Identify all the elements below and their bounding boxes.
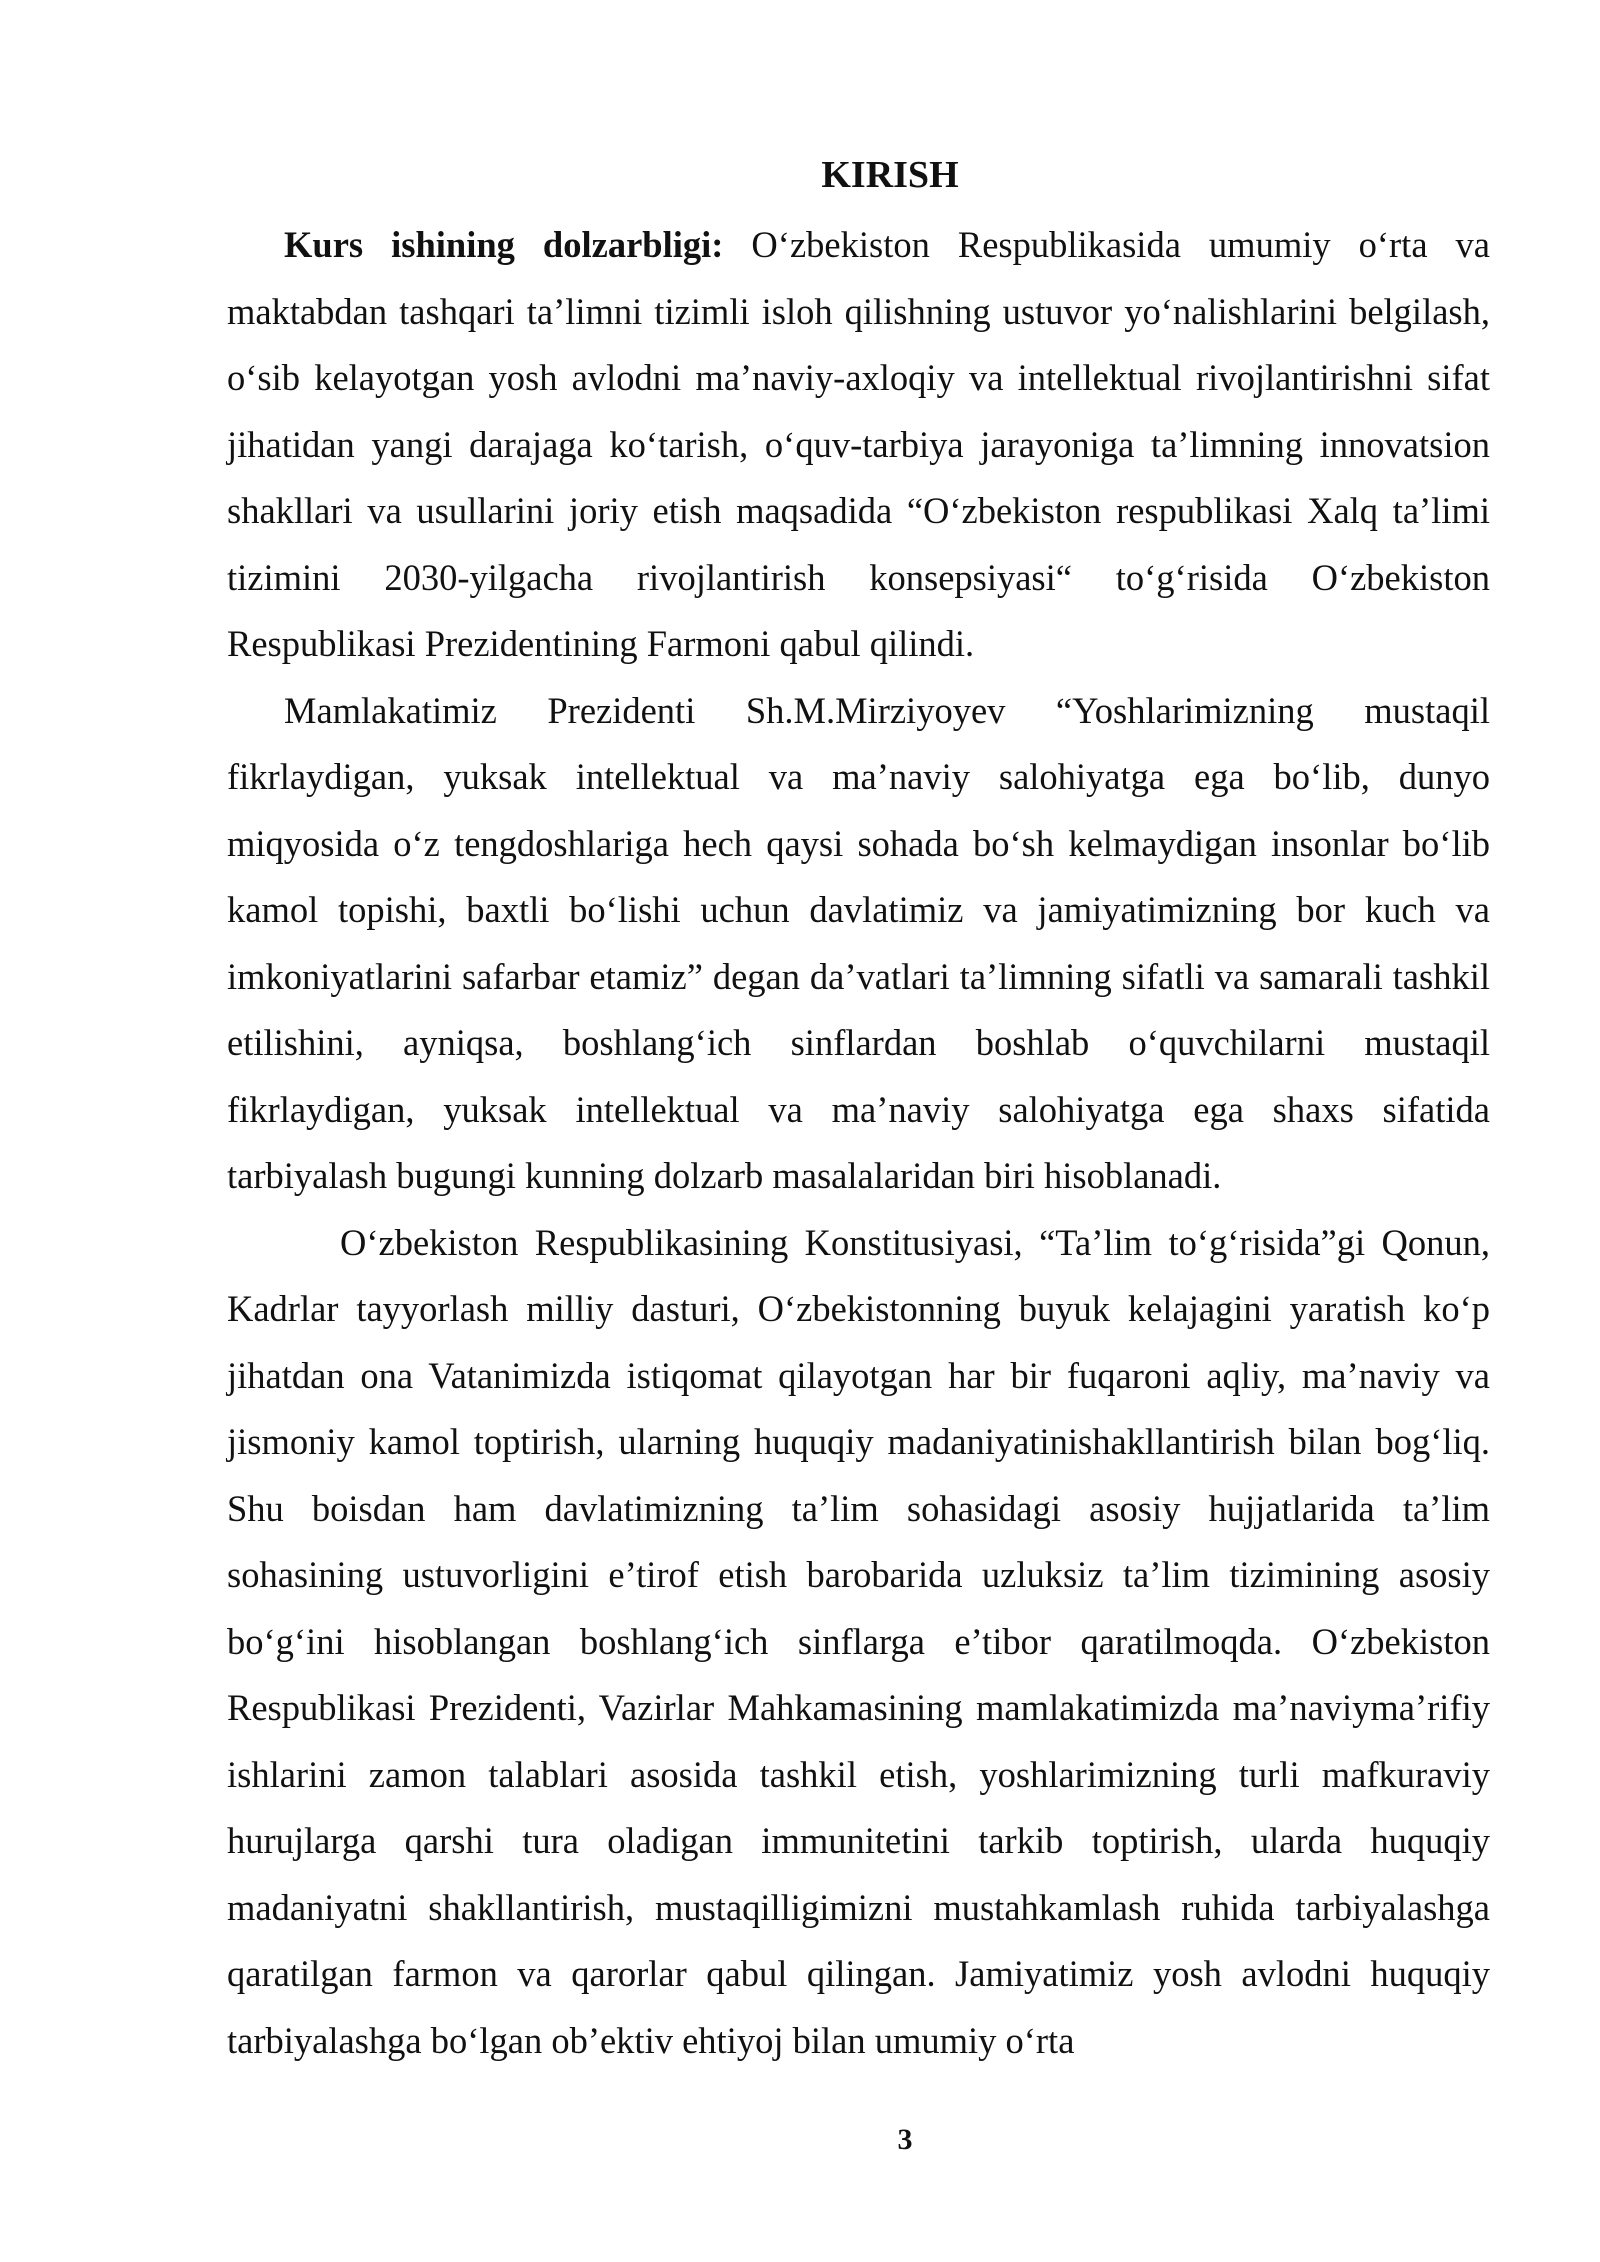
section-heading: KIRISH (821, 154, 959, 196)
body-text (227, 212, 1490, 2074)
paragraph-president-quote (227, 678, 1490, 1210)
paragraph-text: Mamlakatimiz Prezidenti Sh.M.Mirziyoyev “Yoshlarimizning mustaqil fikrlaydigan, yuksak intellektual va ma’naviy salohiyatga ega bo‘lib, dunyo miqyosida o‘z tengdoshlariga hech qaysi sohada bo‘sh kelmaydigan insonlar bo‘lib kamol topishi, baxtli bo‘lishi uchun davlatimiz va jamiyatimizning bor kuch va imkoniyatlarini safarbar etamiz” degan da’vatlari ta’limning sifatli va samarali tashkil etilishini, ayniqsa, boshlang‘ich sinflardan boshlab o‘quvchilarni mustaqil fikrlaydigan, yuksak intellektual va ma’naviy salohiyatga ega shaxs sifatida tarbiyalash bugungi kunning dolzarb masalalaridan biri hisoblanadi. (227, 689, 1490, 1196)
paragraph-constitution (227, 1210, 1490, 2075)
paragraph-text: O‘zbekiston Respublikasida umumiy o‘rta va maktabdan tashqari ta’limni tizimli isloh qilishning ustuvor yo‘nalishlarini belgilash, o‘sib kelayotgan yosh avlodni ma’naviy-axloqiy va intellektual rivojlantirishni sifat jihatidan yangi darajaga ko‘tarish, o‘quv-tarbiya jarayoniga ta’limning innovatsion shakllari va usullarini joriy etish maqsadida “O‘zbekiston respublikasi Xalq ta’limi tizimini 2030-yilgacha rivojlantirish konsepsiyasi“ to‘g‘risida O‘zbekiston Respublikasi Prezidentining Farmoni qabul qilindi. (227, 224, 1491, 664)
paragraph-relevance (227, 212, 1490, 678)
paragraph-lead: Kurs ishining dolzarbligi: (284, 224, 724, 265)
page-number: 3 (897, 2123, 913, 2156)
paragraph-text: O‘zbekiston Respublikasining Konstitusiyasi, “Ta’lim to‘g‘risida”gi Qonun, Kadrlar tayyorlash milliy dasturi, O‘zbekistonning buyuk kelajagini yaratish ko‘p jihatdan ona Vatanimizda istiqomat qilayotgan har bir fuqaroni aqliy, ma’naviy va jismoniy kamol toptirish, ularning huquqiy madaniyatinishakllantirish bilan bog‘liq. Shu boisdan ham davlatimizning ta’lim sohasidagi asosiy hujjatlarida ta’lim sohasining ustuvorligini e’tirof etish barobarida uzluksiz ta’lim tizimining asosiy bo‘g‘ini hisoblangan boshlang‘ich sinflarga e’tibor qaratilmoqda. O‘zbekiston Respublikasi Prezidenti, Vazirlar Mahkamasining mamlakatimizda ma’naviyma’rifiy ishlarini zamon talablari asosida tashkil etish, yoshlarimizning turli mafkuraviy hurujlarga qarshi tura oladigan immunitetini tarkib toptirish, ularda huquqiy madaniyatni shakllantirish, mustaqilligimizni mustahkamlash ruhida tarbiyalashga qaratilgan farmon va qarorlar qabul qilingan. Jamiyatimiz yosh avlodni huquqiy tarbiyalashga bo‘lgan ob’ektiv ehtiyoj bilan umumiy o‘rta (227, 1221, 1490, 2061)
